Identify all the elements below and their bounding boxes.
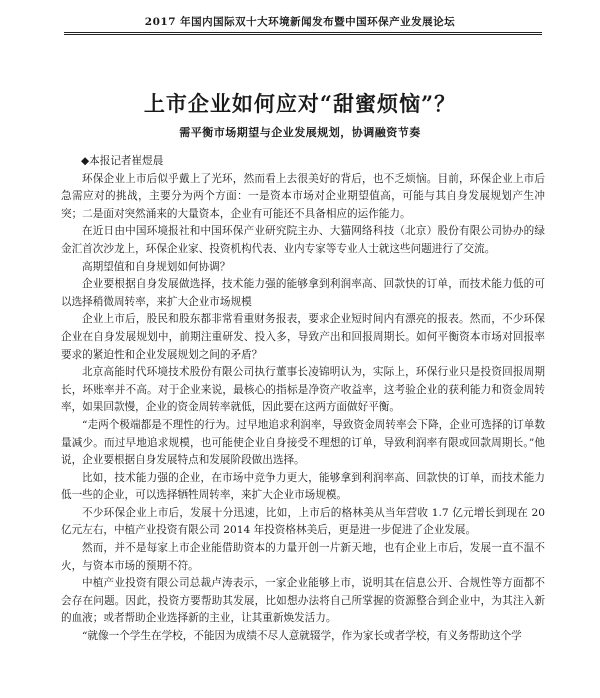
paragraph: “走两个极端都是不理性的行为。过早地追求利润率，导致资金周转率会下降，企业可选择的订单数量减少。而过早地追求规模，也可能使企业自身接受不理想的订单，导致利润率有限或回款周期长。”他说，企业要根据自身发展特点和发展阶段做出选择。 <box>61 418 545 467</box>
paragraph: 企业要根据自身发展做选择，技术能力强的能够拿到利润率高、回款快的订单，而技术能力低的可以选择稍微周转率，来扩大企业市场规模 <box>61 278 545 308</box>
paragraph: 然而，并不是每家上市企业能借助资本的力量开创一片新天地，也有企业上市后，发展一直不温不火，与资本市场的预期不符。 <box>61 542 545 572</box>
paragraph: 环保企业上市后似乎戴上了光环，然而看上去很美好的背后，也不乏烦恼。目前，环保企业上市后急需应对的挑战，主要分为两个方面：一是资本市场对企业期望值高，可能与其自身发展规划产生冲突；二是面对突然涌来的大量资本，企业有可能还不具备相应的运作能力。 <box>61 172 545 220</box>
paragraph: 不少环保企业上市后，发展十分迅速，比如，上市后的格林美从当年营收 1.7 亿元增长到现在 20 亿元左右，中植产业投资有限公司 2014 年投资格林美后，更是进一步促进了企业发展。 <box>61 506 545 537</box>
article-title: 上市企业如何应对“甜蜜烦恼”？ <box>143 91 457 116</box>
running-head: 2017 年国内国际双十大环境新闻发布暨中国环保产业发展论坛 <box>144 16 456 28</box>
paragraph: 中植产业投资有限公司总裁卢涛表示，一家企业能够上市，说明其在信息公开、合规性等方面都不会存在问题。因此，投资方要帮助其发展，比如想办法将自己所掌握的资源整合到企业中，为其注入新的血液；或者帮助企业选择新的主业，让其重新焕发活力。 <box>61 577 545 625</box>
byline: ◆本报记者崔煜晨 <box>81 155 164 167</box>
article-body <box>61 153 545 646</box>
header-rule <box>64 32 542 33</box>
section-heading: 高期望值和自身规划如何协调？ <box>82 260 231 273</box>
article-subtitle: 需平衡市场期望与企业发展规划，协调融资节奏 <box>179 126 421 139</box>
paragraph: 在近日由中国环境报社和中国环保产业研究院主办、大猫网络科技（北京）股份有限公司协办的绿金汇首次沙龙上，环保企业家、投资机构代表、业内专家等专业人士就这些问题进行了交流。 <box>61 225 545 255</box>
paragraph: 企业上市后，股民和股东都非常看重财务报表，要求企业短时间内有漂亮的报表。然而，不少环保企业在自身发展规划中，前期注重研发、投入多，导致产出和回报周期长。如何平衡资本市场对回报率要求的紧迫性和企业发展规划之间的矛盾？ <box>61 313 545 361</box>
paragraph: “就像一个学生在学校，不能因为成绩不尽人意就辍学，作为家长或者学校，有义务帮助这个学 <box>82 630 522 643</box>
paragraph: 比如，技术能力强的企业，在市场中竞争力更大，能够拿到利润率高、回款快的订单，而技术能力低一些的企业，可以选择牺牲周转率，来扩大企业市场规模。 <box>61 471 545 502</box>
paragraph: 北京高能时代环境技术股份有限公司执行董事长凌锦明认为，实际上，环保行业只是投资回报周期长，坏账率并不高。对于企业来说，最核心的指标是净资产收益率，这考验企业的获利能力和资金周转率，如果回款慢，企业的资金周转率就低，因此要在这两方面做好平衡。 <box>61 366 545 414</box>
header-rule-secondary <box>64 34 542 35</box>
